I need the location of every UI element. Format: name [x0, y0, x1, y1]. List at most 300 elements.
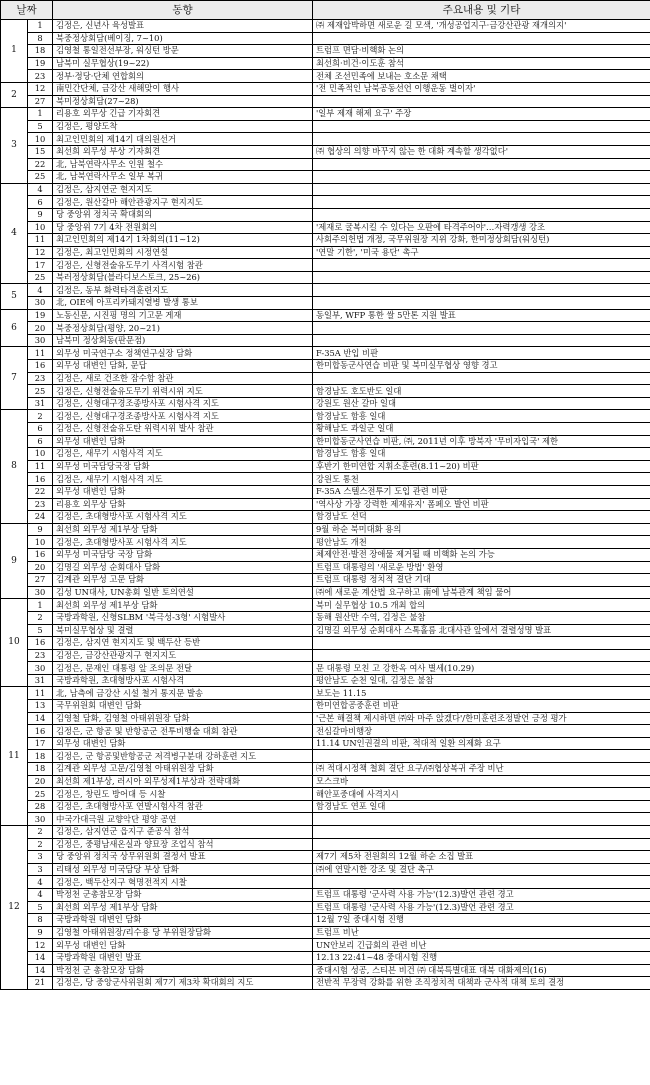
table-row: [1, 788, 650, 801]
table-row: [1, 347, 650, 360]
day-cell: 22: [28, 485, 53, 498]
table-row: [1, 208, 650, 221]
table-row: [1, 120, 650, 133]
table-row: [1, 183, 650, 196]
table-row: [1, 372, 650, 385]
event-cell: 김정은, 금강산관광지구 현지지도: [53, 649, 313, 662]
event-cell: 김정은, 신형전술유도무기 사격시험 참관: [53, 259, 313, 272]
table-row: [1, 334, 650, 347]
note-cell: [313, 259, 650, 272]
table-row: [1, 863, 650, 876]
day-cell: 30: [28, 586, 53, 599]
day-cell: 17: [28, 737, 53, 750]
event-cell: 김정은, 문재인 대통령 앞 조의문 전달: [53, 662, 313, 675]
table-row: [1, 939, 650, 952]
note-cell: '제재로 굴복시킬 수 있다는 오판에 타격주어야'…자력갱생 강조: [313, 221, 650, 234]
note-cell: 김명길 외무성 순회대사 스톡홀름 北대사관 앞에서 결렬성명 발표: [313, 624, 650, 637]
note-cell: [313, 813, 650, 826]
event-cell: 최고인민회의 제14기 대의원선거: [53, 133, 313, 146]
table-row: [1, 674, 650, 687]
note-cell: [313, 322, 650, 335]
day-cell: 13: [28, 700, 53, 713]
table-row: [1, 826, 650, 839]
day-cell: 14: [28, 964, 53, 977]
note-cell: [313, 284, 650, 297]
table-row: [1, 410, 650, 423]
table-row: [1, 108, 650, 121]
event-cell: 김정은, 백두산지구 혁명전적지 시찰: [53, 876, 313, 889]
day-cell: 4: [28, 183, 53, 196]
note-cell: [313, 334, 650, 347]
table-row: [1, 397, 650, 410]
event-cell: 외무성 대변인 담화: [53, 939, 313, 952]
event-cell: 외무성 미국담당 국장 담화: [53, 548, 313, 561]
note-cell: 전심갈마비행장: [313, 725, 650, 738]
event-cell: 북러정상회담(블라디보스토크, 25~26): [53, 271, 313, 284]
event-cell: 최선희 외무성 제1부상 담화: [53, 599, 313, 612]
note-cell: 제7기 제5차 전원회의 12월 하순 소집 발표: [313, 851, 650, 864]
day-cell: 14: [28, 951, 53, 964]
table-row: [1, 284, 650, 297]
event-cell: 남북미 정상회동(판문점): [53, 334, 313, 347]
note-cell: 트럼프 대통령 '군사력 사용 가능'(12.3)발언 관련 경고: [313, 888, 650, 901]
month-cell: 10: [1, 599, 28, 687]
day-cell: 11: [28, 687, 53, 700]
day-cell: 1: [28, 20, 53, 33]
day-cell: 16: [28, 548, 53, 561]
day-cell: 4: [28, 876, 53, 889]
table-row: [1, 876, 650, 889]
note-cell: 한미연합공중훈련 비판: [313, 700, 650, 713]
day-cell: 6: [28, 196, 53, 209]
event-cell: 김계관 외무성 고문/김영철 아태위원장 담화: [53, 763, 313, 776]
note-cell: [313, 750, 650, 763]
day-cell: 10: [28, 221, 53, 234]
event-cell: 北, OIE에 아프리카돼지열병 발생 통보: [53, 297, 313, 310]
day-cell: 1: [28, 108, 53, 121]
note-cell: 트럼프 면담·비핵화 논의: [313, 45, 650, 58]
day-cell: 2: [28, 838, 53, 851]
event-cell: 외무성 대변인 담화, 문답: [53, 360, 313, 373]
day-cell: 2: [28, 611, 53, 624]
note-cell: ㈜에 연말시한 강조 및 결단 촉구: [313, 863, 650, 876]
note-cell: [313, 196, 650, 209]
day-cell: 3: [28, 851, 53, 864]
table-row: [1, 536, 650, 549]
note-cell: 트럼프 비난: [313, 926, 650, 939]
note-cell: '역사상 가장 강력한 제재유지' 폼페오 발언 비판: [313, 498, 650, 511]
table-row: [1, 322, 650, 335]
day-cell: 11: [28, 234, 53, 247]
event-cell: 김정은, 원산갈마 해안관광지구 현지지도: [53, 196, 313, 209]
event-cell: 외무성 대변인 담화: [53, 485, 313, 498]
event-cell: 남북미 실무협상(19~22): [53, 57, 313, 70]
day-cell: 6: [28, 435, 53, 448]
note-cell: 최선희·비건·이도훈 참석: [313, 57, 650, 70]
event-cell: 북중정상회담(평양, 20~21): [53, 322, 313, 335]
table-row: [1, 888, 650, 901]
table-row: [1, 977, 650, 990]
event-cell: 당 중앙위 정치국 상무위원회 결정서 발표: [53, 851, 313, 864]
day-cell: 3: [28, 863, 53, 876]
event-cell: 김성 UN대사, UN총회 일반 토의연설: [53, 586, 313, 599]
event-cell: 김정은, 당 중앙군사위원회 제7기 제3차 확대회의 지도: [53, 977, 313, 990]
day-cell: 10: [28, 536, 53, 549]
day-cell: 27: [28, 95, 53, 108]
note-cell: '전 민족적인 남북공동선언 이행운동 벌이자': [313, 82, 650, 95]
table-row: [1, 737, 650, 750]
note-cell: 평안남도 개천: [313, 536, 650, 549]
month-cell: 5: [1, 284, 28, 309]
day-cell: 12: [28, 939, 53, 952]
note-cell: 동해 원산만 수역, 김정은 불참: [313, 611, 650, 624]
day-cell: 12: [28, 246, 53, 259]
note-cell: 12.13 22:41~48 중대시험 진행: [313, 951, 650, 964]
table-row: [1, 548, 650, 561]
event-cell: 김영철 담화, 김영철 아태위원장 담화: [53, 712, 313, 725]
day-cell: 30: [28, 334, 53, 347]
event-cell: 김정은, 최고인민회의 시정연설: [53, 246, 313, 259]
note-cell: 강원도 통천: [313, 473, 650, 486]
day-cell: 18: [28, 45, 53, 58]
note-cell: [313, 208, 650, 221]
table-row: [1, 712, 650, 725]
event-cell: 김정은, 군 항공 및 반항공군 전투비행술 대회 참관: [53, 725, 313, 738]
note-cell: ㈜ 협상의 의향 바꾸지 않는 한 대화 계속할 생각없다': [313, 145, 650, 158]
table-row: [1, 45, 650, 58]
note-cell: 전반적 무장력 강화를 위한 조직정치적 대책과 군사적 대책 토의 결정: [313, 977, 650, 990]
note-cell: UN안보리 긴급회의 관련 비난: [313, 939, 650, 952]
event-cell: 김정은, 창린도 방어대 등 시찰: [53, 788, 313, 801]
month-cell: 12: [1, 826, 28, 990]
table-row: [1, 800, 650, 813]
month-cell: 9: [1, 523, 28, 599]
event-cell: 北, 남북연락사무소 일부 복귀: [53, 171, 313, 184]
day-cell: 4: [28, 284, 53, 297]
table-row: [1, 561, 650, 574]
event-cell: 김정은, 삼지연 현지지도 및 백두산 등반: [53, 637, 313, 650]
note-cell: 해안포중대에 사격지시: [313, 788, 650, 801]
month-cell: 11: [1, 687, 28, 826]
table-row: [1, 259, 650, 272]
event-cell: 최선희 제1부상, 러시아 외무성제1부상과 전략대화: [53, 775, 313, 788]
note-cell: [313, 826, 650, 839]
day-cell: 20: [28, 322, 53, 335]
event-cell: 김정은, 평양도착: [53, 120, 313, 133]
note-cell: [313, 171, 650, 184]
table-row: [1, 435, 650, 448]
event-cell: 외무성 대변인 담화: [53, 737, 313, 750]
event-cell: 북중정상회담(베이징, 7~10): [53, 32, 313, 45]
table-row: [1, 57, 650, 70]
table-row: [1, 763, 650, 776]
table-row: [1, 750, 650, 763]
note-cell: [313, 271, 650, 284]
note-cell: 함경남도 함흥 일대: [313, 448, 650, 461]
day-cell: 17: [28, 259, 53, 272]
event-cell: 북미정상회담(27~28): [53, 95, 313, 108]
day-cell: 5: [28, 624, 53, 637]
table-row: [1, 611, 650, 624]
table-row: [1, 133, 650, 146]
event-cell: 북미실무협상 및 결렬: [53, 624, 313, 637]
note-cell: 동일부, WFP 통한 쌀 5만톤 지원 발표: [313, 309, 650, 322]
table-row: [1, 700, 650, 713]
day-cell: 2: [28, 410, 53, 423]
note-cell: 한미합동군사연습 비판 및 북미실무협상 영향 경고: [313, 360, 650, 373]
day-cell: 10: [28, 133, 53, 146]
day-cell: 1: [28, 599, 53, 612]
table-row: [1, 662, 650, 675]
event-cell: 최선희 외무성 제1부상 담화: [53, 523, 313, 536]
day-cell: 25: [28, 385, 53, 398]
table-row: [1, 234, 650, 247]
day-cell: 9: [28, 926, 53, 939]
event-cell: 김정은, 신년사 육성발표: [53, 20, 313, 33]
table-row: [1, 926, 650, 939]
note-cell: [313, 637, 650, 650]
event-cell: 정부·정당·단체 연합회의: [53, 70, 313, 83]
table-row: [1, 460, 650, 473]
day-cell: 16: [28, 473, 53, 486]
table-row: [1, 271, 650, 284]
day-cell: 11: [28, 347, 53, 360]
day-cell: 5: [28, 901, 53, 914]
header-notes: 주요내용 및 기타: [313, 1, 650, 20]
event-cell: 김정은, 동부 화력타격훈련지도: [53, 284, 313, 297]
note-cell: 문 대통령 모친 고 강한옥 여사 별세(10.29): [313, 662, 650, 675]
day-cell: 22: [28, 158, 53, 171]
day-cell: 9: [28, 523, 53, 536]
table-row: [1, 498, 650, 511]
month-cell: 2: [1, 82, 28, 107]
note-cell: 9월 하순 북미대화 용의: [313, 523, 650, 536]
table-row: [1, 32, 650, 45]
day-cell: 30: [28, 297, 53, 310]
note-cell: [313, 158, 650, 171]
event-cell: 외무성 미국연구소 정책연구실장 담화: [53, 347, 313, 360]
month-cell: 8: [1, 410, 28, 523]
table-row: [1, 448, 650, 461]
event-cell: 김정은, 삼지연군 읍지구 준공식 참석: [53, 826, 313, 839]
table-row: [1, 385, 650, 398]
day-cell: 6: [28, 423, 53, 436]
note-cell: 보도는 11.15: [313, 687, 650, 700]
table-row: [1, 649, 650, 662]
note-cell: [313, 183, 650, 196]
table-row: [1, 586, 650, 599]
event-cell: 김명길 외무성 순회대사 담화: [53, 561, 313, 574]
table-row: [1, 360, 650, 373]
day-cell: 20: [28, 775, 53, 788]
note-cell: '일부 제재 해제 요구' 주장: [313, 108, 650, 121]
note-cell: ㈜ 적대시정책 철회 결단 요구/㈜협상복귀 주장 비난: [313, 763, 650, 776]
event-cell: 김정은, 새무기 시험사격 지도: [53, 473, 313, 486]
note-cell: [313, 838, 650, 851]
day-cell: 24: [28, 511, 53, 524]
table-row: [1, 599, 650, 612]
day-cell: 31: [28, 674, 53, 687]
note-cell: ㈜에 새로운 계산법 요구하고 南에 남북관계 책임 물어: [313, 586, 650, 599]
table-row: [1, 624, 650, 637]
day-cell: 16: [28, 637, 53, 650]
table-row: [1, 20, 650, 33]
table-row: [1, 851, 650, 864]
header-row: [1, 1, 650, 20]
table-row: [1, 964, 650, 977]
table-row: [1, 951, 650, 964]
table-row: [1, 523, 650, 536]
event-cell: 외무성 미국담당국장 담화: [53, 460, 313, 473]
day-cell: 4: [28, 888, 53, 901]
day-cell: 25: [28, 788, 53, 801]
note-cell: 사회주의헌법 개정, 국무위원장 지위 강화, 한미정상회담(워싱턴): [313, 234, 650, 247]
day-cell: 2: [28, 826, 53, 839]
note-cell: 모스크바: [313, 775, 650, 788]
day-cell: 28: [28, 800, 53, 813]
table-row: [1, 423, 650, 436]
note-cell: 강원도 원산 갈마 일대: [313, 397, 650, 410]
event-cell: 리용호 외무상 담화: [53, 498, 313, 511]
day-cell: 30: [28, 813, 53, 826]
event-cell: 김정은, 중평남새온실과 양묘장 조업식 참석: [53, 838, 313, 851]
note-cell: [313, 372, 650, 385]
month-cell: 1: [1, 20, 28, 83]
note-cell: 함경남도 연포 일대: [313, 800, 650, 813]
day-cell: 10: [28, 448, 53, 461]
day-cell: 23: [28, 498, 53, 511]
timeline-body: [1, 20, 650, 990]
table-row: [1, 309, 650, 322]
note-cell: 중대시험 성공, 스티븐 비건 ㈜ 대북특별대표 대북 대화제의(16): [313, 964, 650, 977]
event-cell: 리태성 외무성 미국담당 부상 담화: [53, 863, 313, 876]
event-cell: 김정은, 신형전술유도무기 위력시위 지도: [53, 385, 313, 398]
table-row: [1, 473, 650, 486]
day-cell: 16: [28, 360, 53, 373]
month-cell: 6: [1, 309, 28, 347]
note-cell: 북미 실무협상 10.5 개최 합의: [313, 599, 650, 612]
day-cell: 23: [28, 70, 53, 83]
event-cell: 김정은, 초대형방사포 연발시험사격 참관: [53, 800, 313, 813]
event-cell: 최선희 외무성 제1부상 담화: [53, 901, 313, 914]
table-row: [1, 82, 650, 95]
table-row: [1, 901, 650, 914]
note-cell: [313, 120, 650, 133]
month-cell: 3: [1, 108, 28, 184]
note-cell: '근본 해결책 제시하면 ㈜와 마주 앉겠다'/한미훈련조정발언 긍정 평가: [313, 712, 650, 725]
note-cell: 함경남도 함흥 일대: [313, 410, 650, 423]
event-cell: 김정은, 신형전술유도탄 위력시위 발사 참관: [53, 423, 313, 436]
event-cell: 국방과학원 대변인 담화: [53, 914, 313, 927]
header-date: 날짜: [1, 1, 53, 20]
table-row: [1, 70, 650, 83]
note-cell: ㈜ 제재압박하면 새로운 길 모색, '개성공업지구·금강산관광 재개의지': [313, 20, 650, 33]
note-cell: 함경남도 선덕: [313, 511, 650, 524]
event-cell: 김영철 아태위원장/리수용 당 부위원장담화: [53, 926, 313, 939]
event-cell: 김계관 외무성 고문 담화: [53, 574, 313, 587]
table-row: [1, 511, 650, 524]
day-cell: 12: [28, 82, 53, 95]
day-cell: 11: [28, 460, 53, 473]
table-row: [1, 221, 650, 234]
day-cell: 14: [28, 712, 53, 725]
day-cell: 31: [28, 397, 53, 410]
event-cell: 南민간단체, 금강산 새해맞이 행사: [53, 82, 313, 95]
note-cell: [313, 32, 650, 45]
event-cell: 김정은, 신형대구경조종방사포 시험사격 지도: [53, 410, 313, 423]
event-cell: 中국가대극원 교향악단 평양 공연: [53, 813, 313, 826]
event-cell: 노동신문, 시진핑 명의 기고문 게재: [53, 309, 313, 322]
event-cell: 리용호 외무상 긴급 기자회견: [53, 108, 313, 121]
day-cell: 8: [28, 32, 53, 45]
day-cell: 18: [28, 750, 53, 763]
note-cell: F-35A 반입 비판: [313, 347, 650, 360]
note-cell: 후반기 한미연합 지휘소훈련(8.11~20) 비판: [313, 460, 650, 473]
table-row: [1, 196, 650, 209]
event-cell: 국방과학원, 초대형방사포 시험사격: [53, 674, 313, 687]
day-cell: 15: [28, 145, 53, 158]
event-cell: 최선희 외무성 부상 기자회견: [53, 145, 313, 158]
event-cell: 김정은, 새로 건조한 잠수함 참관: [53, 372, 313, 385]
note-cell: F-35A 스텔스전투기 도입 관련 비판: [313, 485, 650, 498]
event-cell: 당 중앙위 7기 4차 전원회의: [53, 221, 313, 234]
note-cell: [313, 133, 650, 146]
table-row: [1, 145, 650, 158]
event-cell: 당 중앙위 정치국 확대회의: [53, 208, 313, 221]
note-cell: [313, 297, 650, 310]
table-row: [1, 158, 650, 171]
table-row: [1, 574, 650, 587]
event-cell: 외무성 대변인 담화: [53, 435, 313, 448]
day-cell: 19: [28, 309, 53, 322]
day-cell: 20: [28, 561, 53, 574]
table-row: [1, 171, 650, 184]
event-cell: 北, 남측에 금강산 시설 철거 통지문 발송: [53, 687, 313, 700]
day-cell: 25: [28, 171, 53, 184]
day-cell: 16: [28, 725, 53, 738]
note-cell: 11.14 UN인권결의 비판, 적대적 일환 의제화 요구: [313, 737, 650, 750]
note-cell: 함경남도 호도반도 일대: [313, 385, 650, 398]
event-cell: 최고인민회의 제14기 1차회의(11~12): [53, 234, 313, 247]
event-cell: 김정은, 군 항공및반항공군 저격병구분대 강하훈련 지도: [53, 750, 313, 763]
table-row: [1, 775, 650, 788]
day-cell: 19: [28, 57, 53, 70]
table-row: [1, 637, 650, 650]
table-row: [1, 838, 650, 851]
event-cell: 국무위원회 대변인 담화: [53, 700, 313, 713]
note-cell: [313, 876, 650, 889]
event-cell: 김정은, 삼지연군 현지지도: [53, 183, 313, 196]
table-row: [1, 725, 650, 738]
day-cell: 8: [28, 914, 53, 927]
event-cell: 김정은, 새무기 시험사격 지도: [53, 448, 313, 461]
event-cell: 국방과학원, 신형SLBM '북극성-3형' 시험발사: [53, 611, 313, 624]
event-cell: 박정천 군총참모장 담화: [53, 888, 313, 901]
note-cell: 트럼프 대통령 '군사력 사용 가능'(12.3)발언 관련 경고: [313, 901, 650, 914]
day-cell: 30: [28, 662, 53, 675]
day-cell: 9: [28, 208, 53, 221]
event-cell: 김영철 통일전선부장, 워싱턴 방문: [53, 45, 313, 58]
table-row: [1, 246, 650, 259]
day-cell: 18: [28, 763, 53, 776]
event-cell: 北, 남북연락사무소 인원 철수: [53, 158, 313, 171]
event-cell: 국방과학원 대변인 발표: [53, 951, 313, 964]
note-cell: 트럼프 대통령 정치적 결단 기대: [313, 574, 650, 587]
month-cell: 7: [1, 347, 28, 410]
note-cell: 한미합동군사연습 비판, ㈜, 2011년 이후 방북자 '무비자입국' 제한: [313, 435, 650, 448]
table-row: [1, 95, 650, 108]
note-cell: 체제안전·발전 장애물 제거될 때 비핵화 논의 가능: [313, 548, 650, 561]
